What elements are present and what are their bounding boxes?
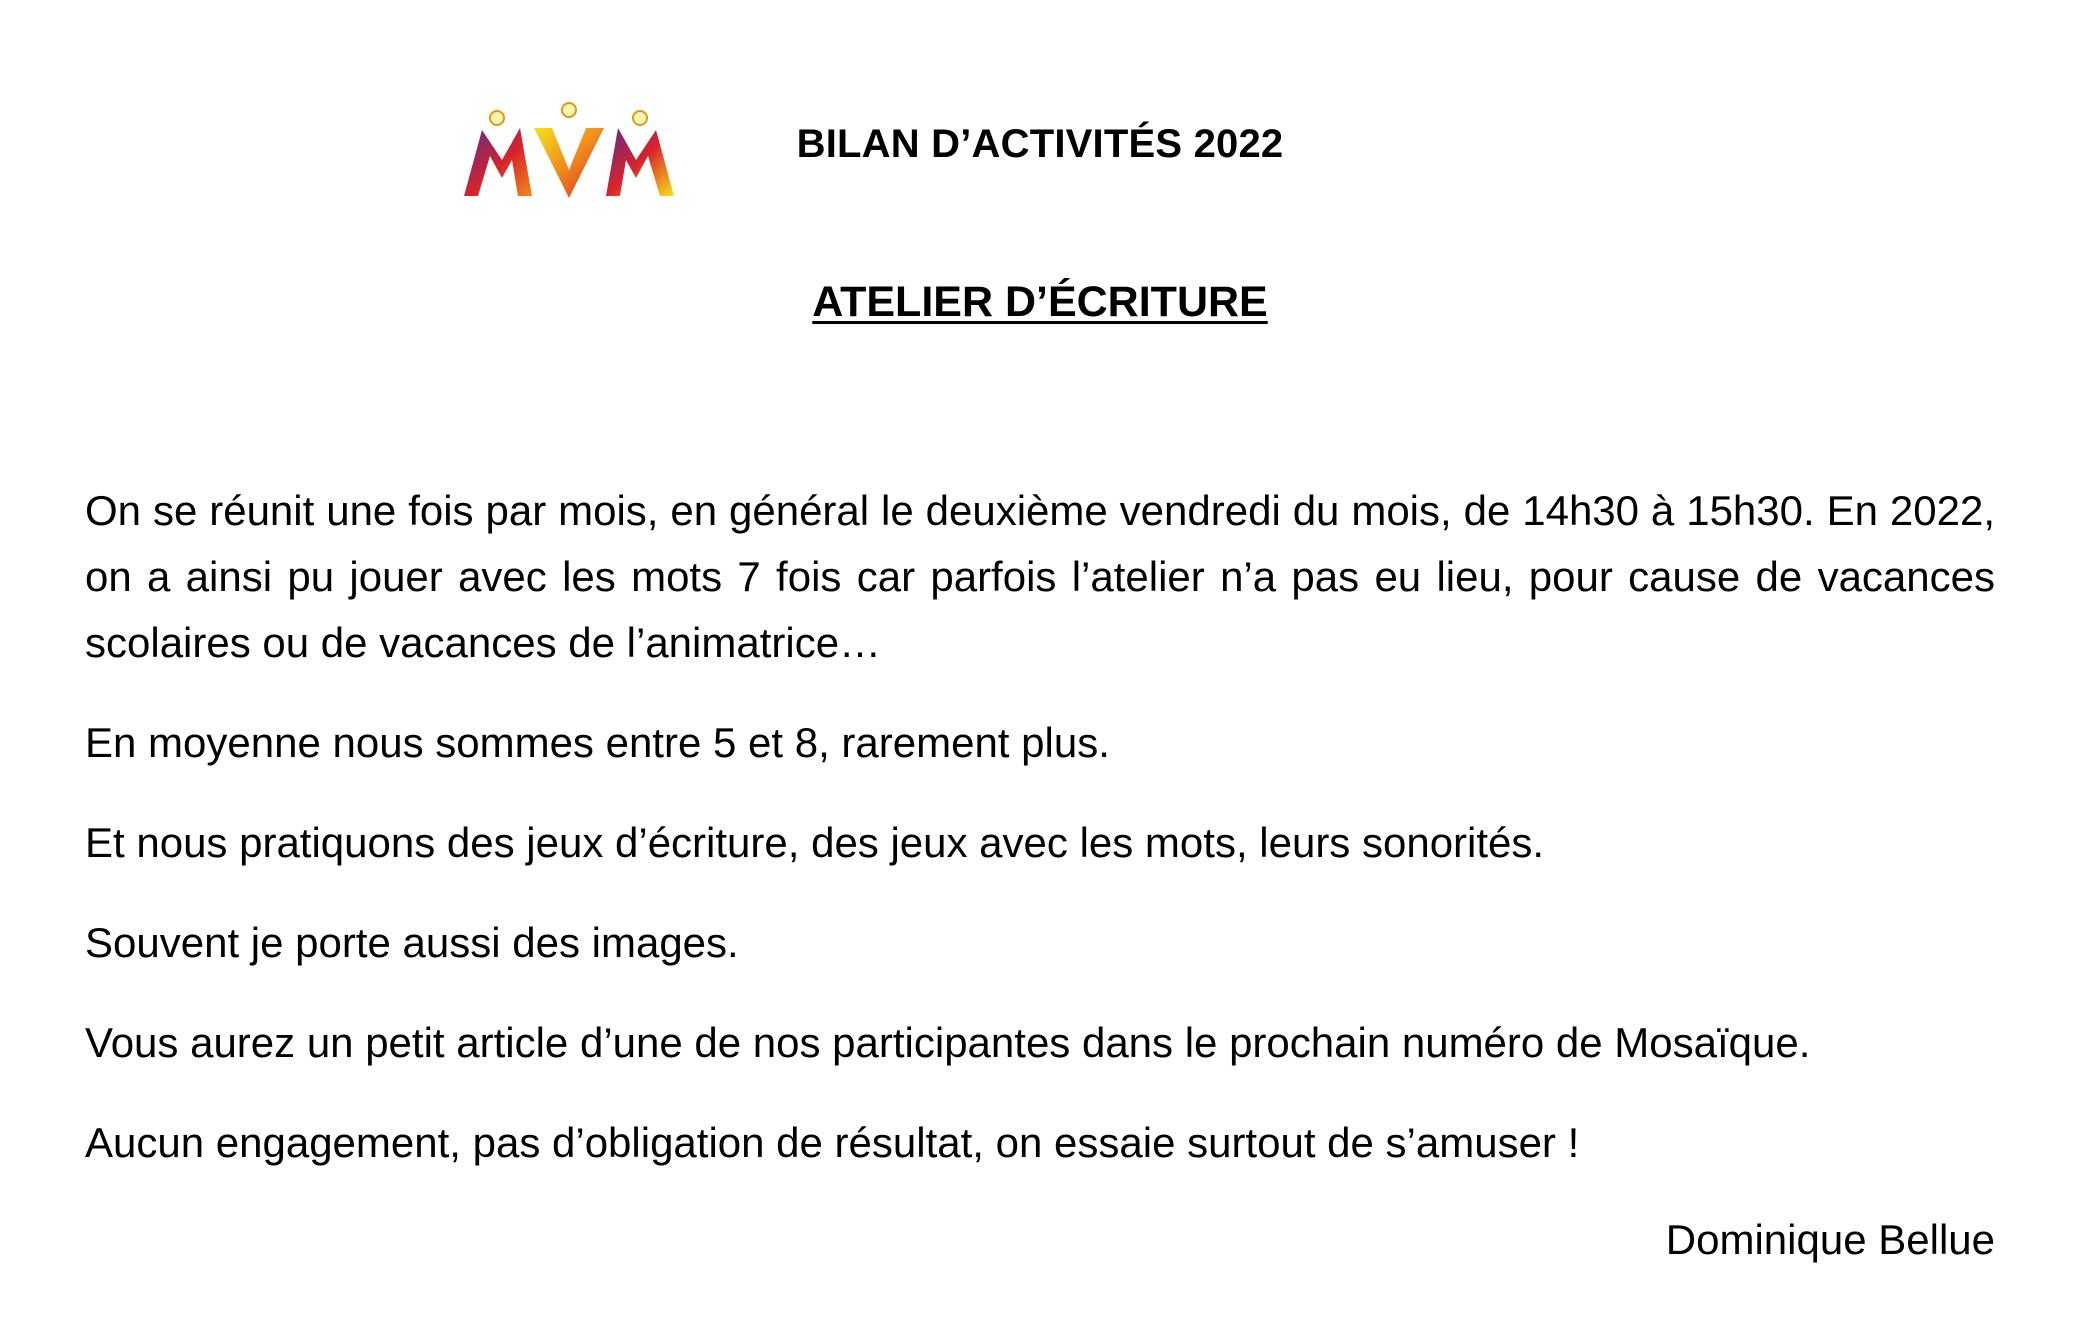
paragraph-images: Souvent je porte aussi des images. — [85, 919, 739, 966]
paragraph-engagement: Aucun engagement, pas d’obligation de résultat, on essaie surtout de s’amuser ! — [85, 1119, 1580, 1166]
document-title: BILAN D’ACTIVITÉS 2022 — [796, 122, 1284, 166]
signature: Dominique Bellue — [1665, 1216, 1995, 1263]
mvm-logo — [462, 100, 676, 200]
mvm-logo-graphic — [462, 100, 676, 200]
paragraph-schedule: On se réunit une fois par mois, en général le deuxième vendredi du mois, de 14h30 à 15h30. En 2022, on a ainsi pu jouer avec les mots 7 fois car parfois l’atelier n’a pas eu lieu, pour cause de vacances scolaires ou de vacances de l’animatrice… — [85, 487, 1995, 666]
body-text — [85, 478, 1995, 1210]
paragraph-article: Vous aurez un petit article d’une de nos participantes dans le prochain numéro de Mosaïque. — [85, 1019, 1811, 1066]
paragraph-activities: Et nous pratiquons des jeux d’écriture, des jeux avec les mots, leurs sonorités. — [85, 819, 1545, 866]
section-title: ATELIER D’ÉCRITURE — [812, 278, 1268, 326]
paragraph-attendance: En moyenne nous sommes entre 5 et 8, rarement plus. — [85, 719, 1110, 766]
